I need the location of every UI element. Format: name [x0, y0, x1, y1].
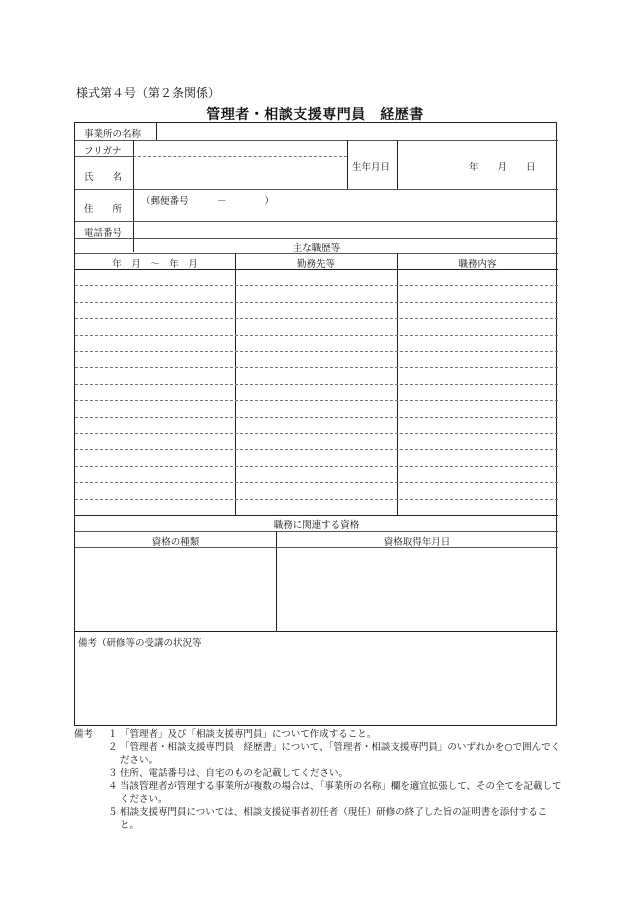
divider [75, 221, 558, 222]
notes-list [74, 728, 564, 832]
career-row-line [75, 466, 558, 467]
name-label: 氏 名 [84, 172, 123, 183]
note-text: 「管理者・相談支援専門員 経歴書」について、「管理者・相談支援専門員」のいずれかを○で囲んでください。 [120, 742, 561, 766]
career-row-line [75, 335, 558, 336]
divider [276, 531, 277, 631]
note-text: 住所、電話番号は、自宅のものを記載してください。 [120, 768, 349, 779]
qualification-col-type: 資格の種類 [151, 537, 200, 548]
qualification-section-title: 職務に関連する資格 [273, 520, 360, 531]
career-row-line [75, 417, 558, 418]
career-row-line [75, 449, 558, 450]
note-number: ３ [108, 768, 118, 779]
note-item [74, 767, 564, 780]
divider [347, 140, 348, 189]
career-row-line [75, 499, 558, 500]
note-text: 相談支援専門員については、相談支援従事者初任者（現任）研修の終了した旨の証明書を添付すること。 [120, 807, 548, 831]
divider [156, 123, 157, 140]
career-row-line [75, 400, 558, 401]
furigana-label: フリガナ [84, 146, 122, 157]
remarks-label: 備考（研修等の受講の状況等 [78, 638, 202, 649]
divider [75, 238, 558, 239]
resume-form [74, 122, 557, 726]
career-row-line [75, 433, 558, 434]
divider [133, 140, 134, 252]
page-title: 管理者・相談支援専門員 経歴書 [206, 107, 424, 123]
divider [75, 269, 558, 270]
note-number: ５ [108, 807, 118, 818]
note-number: ４ [108, 781, 118, 792]
notes-heading: 備考 [74, 729, 94, 740]
note-text: 当該管理者が管理する事業所が複数の場合は、「事業所の名称」欄を適宜拡張して、その全てを記載してください。 [120, 781, 562, 805]
note-item [74, 728, 564, 741]
career-row-line [75, 318, 558, 319]
career-col-duties: 職務内容 [458, 259, 497, 270]
form-number: 様式第４号（第２条関係） [76, 86, 221, 100]
note-number: ２ [108, 742, 118, 753]
note-number: １ [108, 729, 118, 740]
note-item [74, 806, 564, 832]
divider [75, 631, 558, 632]
career-row-line [75, 367, 558, 368]
qualification-col-date: 資格取得年月日 [383, 537, 451, 548]
career-row-line [75, 302, 558, 303]
divider [75, 189, 558, 190]
career-col-period: 年 月 ～ 年 月 [112, 259, 198, 270]
divider [75, 515, 558, 516]
career-section-title: 主な職歴等 [292, 243, 341, 254]
phone-label: 電話番号 [84, 228, 123, 239]
office-name-label: 事業所の名称 [84, 129, 142, 140]
address-label: 住 所 [84, 204, 123, 215]
divider [75, 140, 558, 141]
note-item [74, 780, 564, 806]
furigana-divider [133, 156, 347, 157]
career-col-employer: 勤務先等 [296, 259, 335, 270]
career-row-line [75, 384, 558, 385]
career-row-line [75, 285, 558, 286]
postal-text: （郵便番号 － ） [141, 196, 275, 207]
career-row-line [75, 482, 558, 483]
divider [75, 531, 558, 532]
divider [75, 547, 558, 548]
note-item [74, 741, 564, 767]
divider [75, 253, 558, 254]
birth-label: 生年月日 [352, 162, 391, 173]
birth-value: 年 月 日 [469, 162, 536, 173]
career-row-line [75, 351, 558, 352]
note-text: 「管理者」及び「相談支援専門員」について作成すること。 [120, 729, 377, 740]
divider [75, 156, 133, 157]
divider [397, 140, 398, 189]
